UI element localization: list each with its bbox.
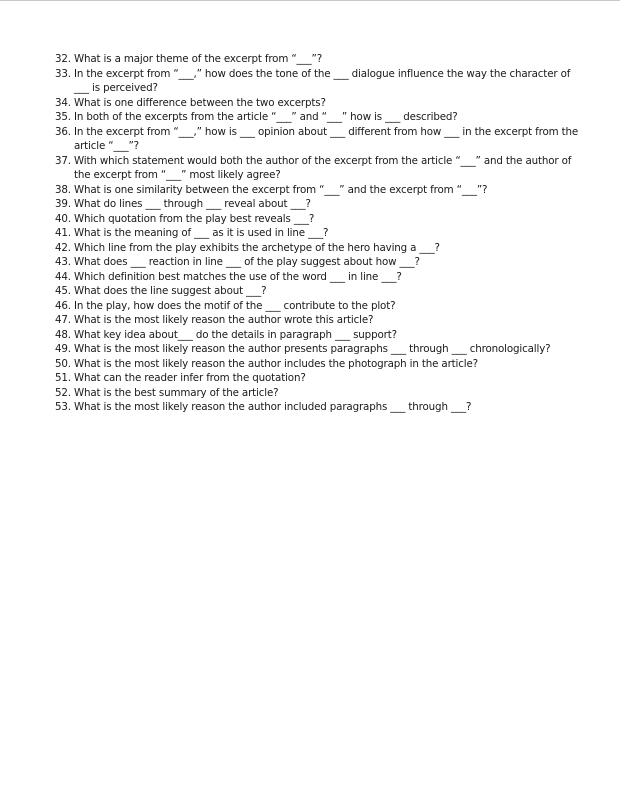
question-number: 32. bbox=[55, 53, 71, 65]
question-number: 38. bbox=[55, 183, 71, 196]
question-number: 44. bbox=[55, 270, 71, 283]
question-text: What is one difference between the two excerpts? bbox=[73, 96, 326, 109]
question-number: 40. bbox=[55, 212, 71, 225]
question-item bbox=[55, 154, 580, 183]
question-number: 39. bbox=[55, 198, 71, 210]
question-text: In the excerpt from “___,” how is ___ opinion about ___ different from how ___ in the excerpt from the article “___”? bbox=[73, 125, 579, 152]
question-item bbox=[55, 284, 580, 299]
question-item bbox=[55, 96, 580, 111]
question-number: 33. bbox=[55, 67, 71, 80]
question-item bbox=[55, 52, 580, 67]
question-number: 51. bbox=[55, 372, 71, 384]
question-item bbox=[55, 67, 580, 96]
question-text: What key idea about___ do the details in paragraph ___ support? bbox=[73, 328, 397, 341]
question-number: 41. bbox=[55, 227, 71, 239]
question-number: 52. bbox=[55, 386, 71, 399]
question-number: 49. bbox=[55, 343, 71, 355]
document-page bbox=[55, 52, 580, 415]
question-text: What can the reader infer from the quotation? bbox=[73, 372, 306, 384]
page-top-border bbox=[0, 0, 620, 1]
question-item bbox=[55, 400, 580, 415]
question-number: 37. bbox=[55, 154, 71, 167]
question-text: What do lines ___ through ___ reveal about ___? bbox=[73, 198, 311, 210]
question-item bbox=[55, 125, 580, 154]
question-item bbox=[55, 371, 580, 386]
question-text: Which quotation from the play best reveals ___? bbox=[73, 212, 315, 225]
question-item bbox=[55, 357, 580, 372]
question-text: What is the most likely reason the author wrote this article? bbox=[73, 314, 374, 326]
question-number: 42. bbox=[55, 241, 71, 254]
question-number: 53. bbox=[55, 401, 71, 413]
question-item bbox=[55, 241, 580, 256]
question-text: Which definition best matches the use of the word ___ in line ___? bbox=[73, 270, 402, 283]
question-text: What does ___ reaction in line ___ of the play suggest about how ___? bbox=[73, 256, 420, 268]
question-text: What is the most likely reason the author includes the photograph in the article? bbox=[73, 357, 478, 370]
question-text: What is the most likely reason the author included paragraphs ___ through ___? bbox=[73, 401, 472, 413]
question-list bbox=[55, 52, 580, 415]
question-number: 34. bbox=[55, 96, 71, 109]
question-text: What is a major theme of the excerpt from “___”? bbox=[73, 53, 323, 65]
question-text: What is the best summary of the article? bbox=[73, 386, 279, 399]
question-number: 46. bbox=[55, 299, 71, 312]
question-item bbox=[55, 110, 580, 125]
question-text: In the play, how does the motif of the ___ contribute to the plot? bbox=[73, 299, 396, 312]
question-number: 36. bbox=[55, 125, 71, 138]
question-number: 43. bbox=[55, 256, 71, 268]
question-item bbox=[55, 328, 580, 343]
question-text: In both of the excerpts from the article “___” and “___” how is ___ described? bbox=[73, 111, 458, 123]
question-item bbox=[55, 183, 580, 198]
question-number: 47. bbox=[55, 314, 71, 326]
question-item bbox=[55, 226, 580, 241]
question-text: With which statement would both the author of the excerpt from the article “___” and the author of the excerpt from “___” most likely agree? bbox=[73, 154, 572, 181]
question-item bbox=[55, 342, 580, 357]
question-number: 35. bbox=[55, 111, 71, 123]
question-number: 45. bbox=[55, 285, 71, 297]
question-item bbox=[55, 299, 580, 314]
question-text: Which line from the play exhibits the archetype of the hero having a ___? bbox=[73, 241, 440, 254]
question-item bbox=[55, 255, 580, 270]
question-item bbox=[55, 270, 580, 285]
question-text: What does the line suggest about ___? bbox=[73, 285, 267, 297]
question-item bbox=[55, 197, 580, 212]
question-text: What is one similarity between the excerpt from “___” and the excerpt from “___”? bbox=[73, 183, 488, 196]
question-text: What is the meaning of ___ as it is used in line ___? bbox=[73, 227, 329, 239]
question-text: In the excerpt from “___,” how does the tone of the ___ dialogue influence the way the character of ___ is perceived? bbox=[73, 67, 571, 94]
question-item bbox=[55, 386, 580, 401]
question-item bbox=[55, 313, 580, 328]
question-text: What is the most likely reason the author presents paragraphs ___ through ___ chronologically? bbox=[73, 343, 551, 355]
question-number: 50. bbox=[55, 357, 71, 370]
question-number: 48. bbox=[55, 328, 71, 341]
question-item bbox=[55, 212, 580, 227]
